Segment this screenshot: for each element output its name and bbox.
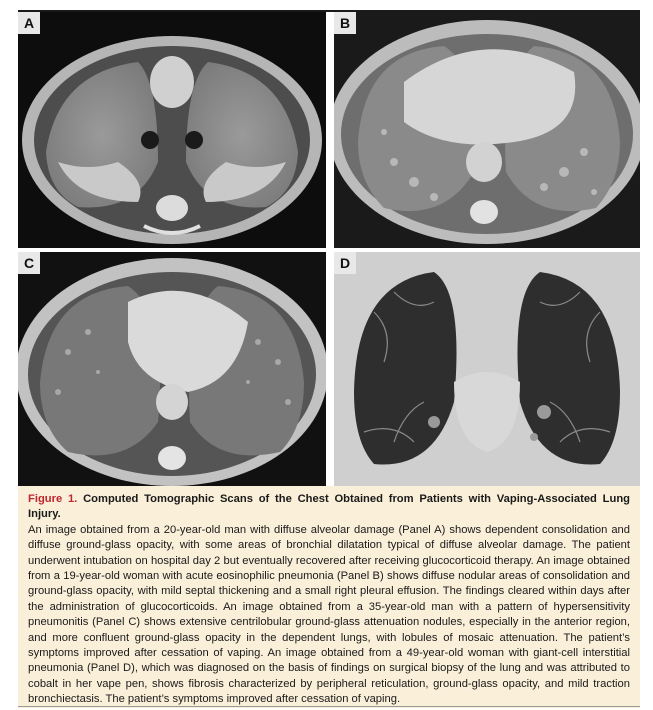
caption-body: An image obtained from a 20-year-old man with diffuse alveolar damage (Panel A) shows dependent consolidation and diffuse ground-glass opacity, with some areas of bronchial dilatation typical of diffuse alveolar damage. The patient underwent intubation on hospital day 2 but eventually recovered after receiving glucocorticoid therapy. An image obtained from a 19-year-old woman with acute eosinophilic pneumonia (Panel B) shows diffuse nodular areas of consolidation and ground-glass opacity, with mild septal thickening and a small right pleural effusion. The findings cleared within days after the administration of glucocorticoids. An image obtained from a 35-year-old man with a pattern of hypersensitivity pneumonitis (Panel C) shows extensive centrilobular ground-glass attenuation nodules, especially in the anterior region, and more confluent ground-glass opacity in the dependent lungs, with lobules of mosaic attenuation. The patient’s symptoms improved after cessation of vaping. An image obtained from a 49-year-old woman with giant-cell interstitial pneumonia (Panel D), which was diagnosed on the basis of findings on surgical biopsy of the lung and was attributed to cobalt in her vape pen, shows fibrosis characterized by peripheral reticulation, ground-glass opacity, and mild traction bronchiectasis. The patient’s symptoms improved after cessation of vaping. bbox=[28, 523, 630, 706]
panel-a bbox=[18, 12, 326, 248]
panel-label-d: D bbox=[334, 252, 356, 274]
panel-c bbox=[18, 252, 326, 486]
panel-label-a: A bbox=[18, 12, 40, 34]
panel-b bbox=[334, 12, 640, 248]
panel-label-c: C bbox=[18, 252, 40, 274]
ct-scan-image-c bbox=[18, 252, 326, 486]
ct-scan-image-b bbox=[334, 12, 640, 248]
figure-label: Figure 1. bbox=[28, 493, 78, 505]
figure-title: Computed Tomographic Scans of the Chest Obtained from Patients with Vaping-Associated Lung Injury. bbox=[28, 493, 630, 521]
panel-label-b: B bbox=[334, 12, 356, 34]
figure-caption bbox=[18, 486, 640, 708]
ct-scan-image-a bbox=[18, 12, 326, 248]
ct-scan-image-d bbox=[334, 252, 640, 486]
panel-d bbox=[334, 252, 640, 486]
bottom-rule bbox=[18, 706, 640, 707]
figure-grid bbox=[18, 12, 640, 486]
